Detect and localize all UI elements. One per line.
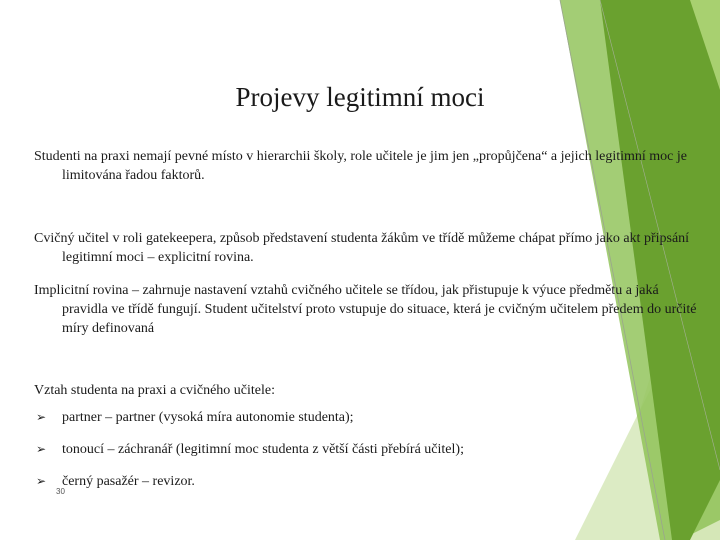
paragraph-3: Implicitní rovina – zahrnuje nastavení vztahů cvičného učitele se třídou, jak přistupuje k výuce předmětu a jaká pravidla ve třídě fungují. Student učitelství proto vstupuje do situace, která je cvičným učitelem předem do určité míry definovaná xyxy=(34,283,697,336)
paragraph-1: Studenti na praxi nemají pevné místo v hierarchii školy, role učitele je jim jen „propůjčena“ a jejich legitimní moc je limitována řadou faktorů. xyxy=(34,149,687,183)
list-item-text: partner – partner (vysoká míra autonomie studenta); xyxy=(62,410,354,425)
slide-title: Projevy legitimní moci xyxy=(235,82,485,112)
list-item xyxy=(36,472,656,491)
list-item-text: tonoucí – záchranář (legitimní moc studenta z větší části přebírá učitel); xyxy=(62,442,464,457)
arrow-bullet-icon: ➢ xyxy=(36,442,47,456)
arrow-bullet-icon: ➢ xyxy=(36,410,47,424)
paragraph-2: Cvičný učitel v roli gatekeepera, způsob představení studenta žákům ve třídě můžeme chápat přímo jako akt připsání legitimní moci – explicitní rovina. xyxy=(34,231,690,265)
list-item xyxy=(36,440,656,459)
list-intro: Vztah studenta na praxi a cvičného učitele: xyxy=(34,383,276,398)
list-item xyxy=(36,408,656,427)
arrow-bullet-icon: ➢ xyxy=(36,474,47,488)
list-item-text: černý pasažér – revizor. xyxy=(62,474,195,489)
slide-number: 30 xyxy=(56,487,65,496)
